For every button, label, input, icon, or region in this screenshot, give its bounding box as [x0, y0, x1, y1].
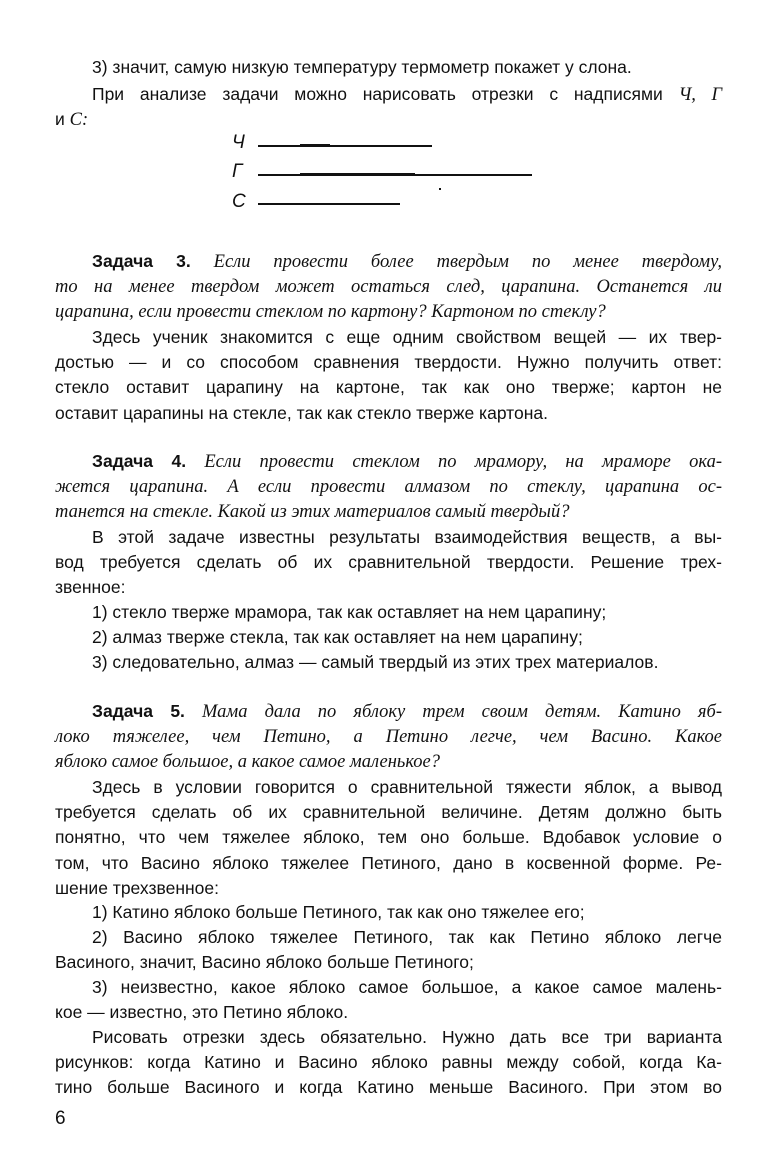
text-line [55, 876, 722, 901]
task-statement: Ч, Г [678, 85, 722, 105]
diagram-label-ch: Ч [232, 132, 245, 153]
body-text: 3) значит, самую низкую температуру термометр покажет у слона. [92, 57, 632, 77]
body-text: Здесь в условии говорится о сравнительной тяжести яблок, а вывод [92, 777, 722, 797]
text-line [55, 749, 722, 774]
text-line [55, 274, 722, 299]
text-line [55, 550, 722, 575]
body-text: Здесь ученик знакомится с еще одним свойством вещей — их твер- [92, 327, 722, 347]
text-line [55, 851, 722, 876]
segment-s [258, 203, 400, 205]
text-line [92, 775, 722, 800]
text-line [55, 474, 722, 499]
body-text: 1) Катино яблоко больше Петиного, так как оно тяжелее его; [92, 902, 585, 922]
text-line [92, 925, 722, 950]
text-line [92, 650, 722, 675]
segment-ch [258, 145, 432, 147]
body-text: 3) следовательно, алмаз — самый твердый из этих трех материалов. [92, 652, 659, 672]
body-text: Васиного, значит, Васино яблоко больше Петиного; [55, 952, 474, 973]
task-statement: царапина, если провести стеклом по картону? Картоном по стеклу? [55, 302, 606, 323]
scan-dot [439, 188, 441, 190]
text-line [92, 325, 722, 350]
text-line [92, 625, 722, 650]
text-line [55, 825, 722, 850]
task-statement: то на менее твердом может остаться след, царапина. Останется ли [55, 277, 722, 298]
text-line [92, 55, 722, 80]
text-line [55, 350, 722, 375]
text-line [92, 975, 722, 1000]
body-text: том, что Васино яблоко тяжелее Петиного, дано в косвенной форме. Ре- [55, 852, 722, 873]
body-text: звенное: [55, 577, 126, 598]
segment-g-mark [300, 173, 415, 176]
text-line [55, 1050, 722, 1075]
text-line [55, 575, 722, 600]
text-line [55, 1075, 722, 1100]
body-text: стекло оставит царапину на картоне, так как оно тверже; картон не [55, 377, 722, 398]
text-line [92, 525, 722, 550]
text-line [55, 1000, 722, 1025]
text-line [55, 800, 722, 825]
task-statement: Если провести стеклом по мрамору, на мраморе ока- [186, 452, 722, 472]
text-line [92, 82, 722, 107]
body-text: Рисовать отрезки здесь обязательно. Нужно дать все три варианта [92, 1027, 722, 1047]
text-line [92, 699, 722, 724]
body-text: При анализе задачи можно нарисовать отрезки с надписями [92, 84, 679, 104]
task-statement: танется на стекле. Какой из этих материалов самый твердый? [55, 502, 570, 523]
body-text: 1) стекло тверже мрамора, так как оставляет на нем царапину; [92, 602, 607, 622]
text-line [92, 600, 722, 625]
text-line [55, 299, 722, 324]
text-line [55, 401, 722, 426]
task-statement: Если провести более твердым по менее твердому, [190, 252, 722, 272]
text-line [55, 724, 722, 749]
body-text: вод требуется сделать об их сравнительной твердости. Решение трех- [55, 552, 722, 573]
text-line [55, 107, 722, 132]
task-statement: яблоко самое большое, а какое самое маленькое? [55, 752, 440, 773]
diagram-label-g: Г [232, 161, 243, 182]
body-text: и [55, 109, 70, 130]
task-statement: жется царапина. А если провести алмазом по стеклу, царапина ос- [55, 477, 722, 498]
task-heading: Задача 5. [92, 701, 185, 721]
task-statement: локо тяжелее, чем Петино, а Петино легче, чем Васино. Какое [55, 727, 722, 748]
body-text: 2) Васино яблоко тяжелее Петиного, так как Петино яблоко легче [92, 927, 722, 947]
diagram-label-s: С [232, 191, 246, 212]
text-line [92, 1025, 722, 1050]
body-text: требуется сделать об их сравнительной величине. Детям должно быть [55, 802, 722, 823]
body-text: понятно, что чем тяжелее яблоко, тем оно больше. Вдобавок условие о [55, 827, 722, 848]
text-line [92, 449, 722, 474]
page-number: 6 [55, 1108, 66, 1129]
text-line [55, 375, 722, 400]
body-text: оставит царапины на стекле, так как стекло тверже картона. [55, 402, 548, 423]
task-heading: Задача 3. [92, 251, 191, 271]
task-heading: Задача 4. [92, 451, 187, 471]
task-statement: Мама дала по яблоку трем своим детям. Катино яб- [184, 702, 722, 722]
text-line [92, 249, 722, 274]
text-line [55, 950, 722, 975]
task-statement: С: [69, 110, 89, 131]
body-text: шение трехзвенное: [55, 877, 219, 898]
body-text: 3) неизвестно, какое яблоко самое большое, а какое самое малень- [92, 977, 722, 997]
body-text: тино больше Васиного и когда Катино меньше Васиного. При этом во [55, 1077, 722, 1098]
text-line [92, 900, 722, 925]
text-line [55, 499, 722, 524]
body-text: кое — известно, это Петино яблоко. [55, 1002, 349, 1023]
body-text: рисунков: когда Катино и Васино яблоко равны между собой, когда Ка- [55, 1052, 722, 1073]
segment-ch-mark [300, 144, 330, 147]
body-text: В этой задаче известны результаты взаимодействия веществ, а вы- [92, 527, 722, 547]
body-text: достью — и со способом сравнения твердости. Нужно получить ответ: [55, 352, 722, 373]
body-text: 2) алмаз тверже стекла, так как оставляет на нем царапину; [92, 627, 583, 647]
